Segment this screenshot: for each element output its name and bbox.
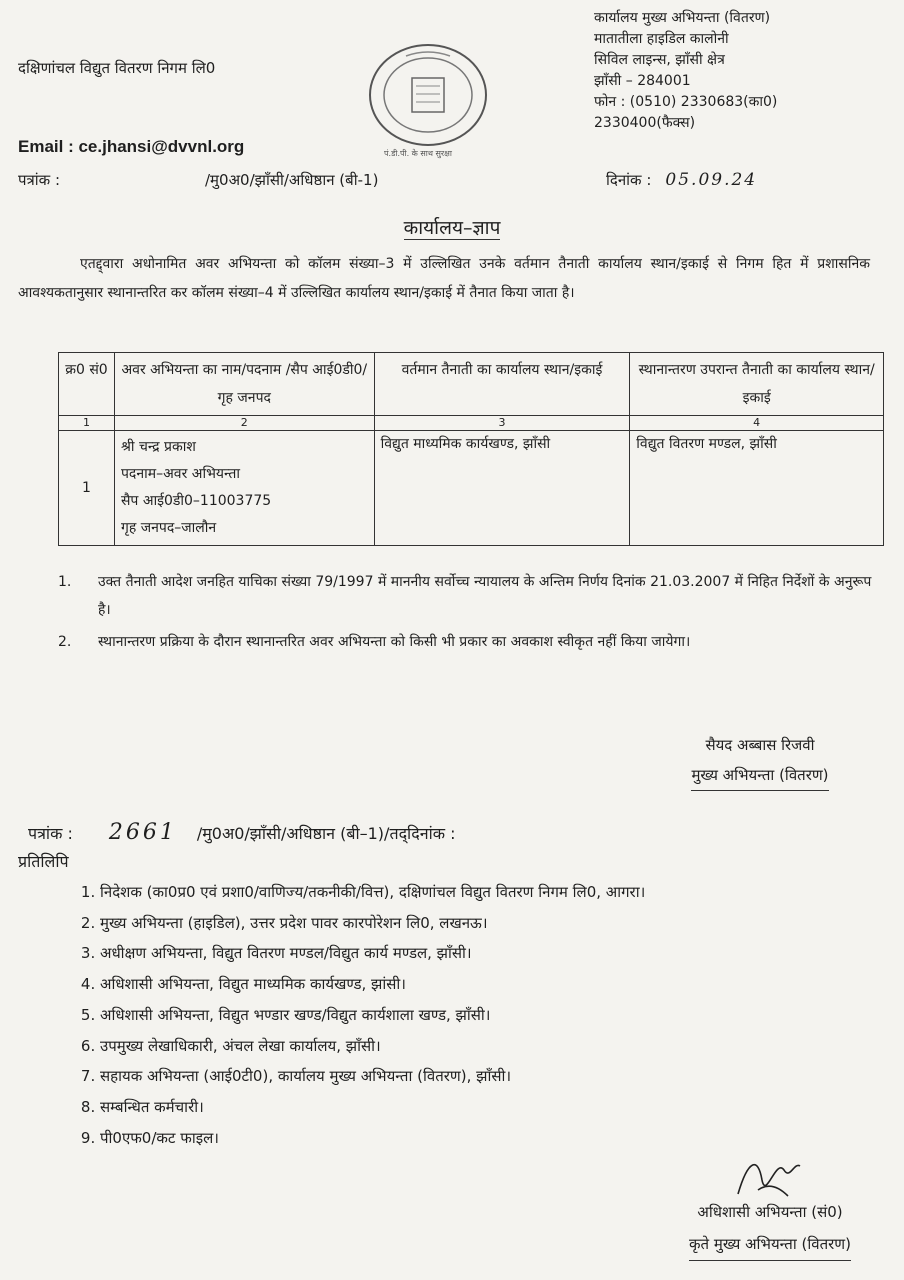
copy-patrank-number: 2661 bbox=[108, 820, 177, 845]
address-line: झाँसी – 284001 bbox=[594, 73, 691, 89]
note-item bbox=[58, 628, 888, 656]
list-item: 1. निदेशक (का0प्र0 एवं प्रशा0/वाणिज्य/तकनीकी/वित्त), दक्षिणांचल विद्युत वितरण निगम लि0, आगरा। bbox=[100, 877, 645, 908]
signatory2-for-line: कृते मुख्य अभियन्ता (वितरण) bbox=[689, 1228, 851, 1261]
intro-paragraph: एतद्द्वारा अधोनामित अवर अभियन्ता को कॉलम संख्या–3 में उल्लिखित उनके वर्तमान तैनाती कार्यालय स्थान/इकाई से निगम हित में प्रशासनिक आवश्यकतानुसार स्थानान्तरित कर कॉलम संख्या–4 में उल्लिखित कार्यालय स्थान/इकाई में तैनात किया जाता है। bbox=[18, 256, 870, 301]
list-item: 9. पी0एफ0/कट फाइल। bbox=[100, 1123, 645, 1154]
note-number: 1. bbox=[58, 574, 72, 590]
email-address: Email : ce.jhansi@dvvnl.org bbox=[18, 137, 245, 156]
copy-patrank-label: पत्रांक : bbox=[28, 824, 73, 843]
row-new-posting: विद्युत वितरण मण्डल, झाँसी bbox=[630, 431, 884, 546]
row-sno: 1 bbox=[59, 431, 115, 546]
date-value: 05.09.24 bbox=[665, 170, 758, 190]
name-line: पदनाम–अवर अभियन्ता bbox=[120, 466, 240, 482]
header-current-posting: वर्तमान तैनाती का कार्यालय स्थान/इकाई bbox=[374, 353, 630, 416]
patrank-label: पत्रांक : bbox=[18, 171, 61, 189]
address-line: कार्यालय मुख्य अभियन्ता (वितरण) bbox=[594, 10, 771, 26]
date-label: दिनांक : bbox=[606, 171, 652, 189]
signatory2-block bbox=[660, 1196, 880, 1261]
company-seal-icon bbox=[366, 42, 490, 148]
address-line: मातातीला हाइडिल कालोनी bbox=[594, 31, 729, 47]
list-item: 5. अधिशासी अभियन्ता, विद्युत भण्डार खण्ड/विद्युत कार्यशाला खण्ड, झाँसी। bbox=[100, 1000, 645, 1031]
document-title bbox=[0, 214, 904, 240]
col-num: 4 bbox=[630, 416, 884, 431]
title-text: कार्यालय–ज्ञाप bbox=[403, 217, 501, 239]
signatory2-designation: अधिशासी अभियन्ता (सं0) bbox=[697, 1203, 843, 1221]
table-row bbox=[59, 431, 884, 546]
header-new-posting: स्थानान्तरण उपरान्त तैनाती का कार्यालय स्थान/इकाई bbox=[630, 353, 884, 416]
list-item: 8. सम्बन्धित कर्मचारी। bbox=[100, 1092, 645, 1123]
copy-list bbox=[60, 877, 645, 1153]
signatory-block bbox=[660, 730, 860, 791]
address-line: सिविल लाइन्स, झाँसी क्षेत्र bbox=[594, 52, 725, 68]
column-number-row bbox=[59, 416, 884, 431]
col-num: 1 bbox=[59, 416, 115, 431]
list-item: 4. अधिशासी अभियन्ता, विद्युत माध्यमिक कार्यखण्ड, झांसी। bbox=[100, 969, 645, 1000]
col-num: 2 bbox=[114, 416, 374, 431]
pratilipi-label: प्रतिलिपि bbox=[18, 852, 69, 871]
date-field bbox=[606, 170, 757, 190]
copy-patrank bbox=[28, 820, 456, 845]
copy-reference-text: /मु0अ0/झाँसी/अधिष्ठान (बी–1)/तद्‌दिनांक : bbox=[196, 824, 456, 843]
list-item: 2. मुख्य अभियन्ता (हाइडिल), उत्तर प्रदेश पावर कारपोरेशन लि0, लखनऊ। bbox=[100, 908, 645, 939]
address-line: फोन : (0510) 2330683(का0) bbox=[594, 94, 778, 110]
name-line: गृह जनपद–जालौन bbox=[120, 520, 217, 536]
reference-text: /मु0अ0/झाँसी/अधिष्ठान (बी-1) bbox=[205, 171, 379, 189]
header-name: अवर अभियन्ता का नाम/पदनाम /सैप आई0डी0/गृह जनपद bbox=[114, 353, 374, 416]
list-item: 6. उपमुख्य लेखाधिकारी, अंचल लेखा कार्यालय, झाँसी। bbox=[100, 1031, 645, 1062]
table-header-row bbox=[59, 353, 884, 416]
signatory-name: सैयद अब्बास रिजवी bbox=[705, 736, 815, 754]
list-item: 7. सहायक अभियन्ता (आई0टी0), कार्यालय मुख्य अभियन्ता (वितरण), झाँसी। bbox=[100, 1061, 645, 1092]
header-sno: क्र0 सं0 bbox=[59, 353, 115, 416]
list-item: 3. अधीक्षण अभियन्ता, विद्युत वितरण मण्डल/विद्युत कार्य मण्डल, झाँसी। bbox=[100, 938, 645, 969]
name-line: सैप आई0डी0–11003775 bbox=[120, 493, 272, 509]
note-text: उक्त तैनाती आदेश जनहित याचिका संख्या 79/1997 में माननीय सर्वोच्च न्यायालय के अन्तिम निर्णय दिनांक 21.03.2007 में निहित निर्देशों के अनुरूप है। bbox=[98, 574, 872, 618]
notes-list bbox=[58, 568, 888, 656]
note-number: 2. bbox=[58, 634, 72, 650]
col-num: 3 bbox=[374, 416, 630, 431]
org-name: दक्षिणांचल विद्युत वितरण निगम लि0 bbox=[18, 59, 216, 77]
row-current-posting: विद्युत माध्यमिक कार्यखण्ड, झाँसी bbox=[374, 431, 630, 546]
office-address bbox=[594, 8, 894, 134]
note-item bbox=[58, 568, 888, 624]
transfer-table bbox=[58, 352, 884, 546]
name-line: श्री चन्द्र प्रकाश bbox=[120, 439, 196, 455]
seal-caption: पं.डी.पी. के साथ सुरक्षा bbox=[384, 149, 452, 158]
signatory-designation: मुख्य अभियन्ता (वितरण) bbox=[691, 760, 828, 791]
note-text: स्थानान्तरण प्रक्रिया के दौरान स्थानान्तरित अवर अभियन्ता को किसी भी प्रकार का अवकाश स्वीकृत नहीं किया जायेगा। bbox=[98, 634, 691, 650]
address-line: 2330400(फैक्स) bbox=[594, 115, 696, 131]
row-name bbox=[114, 431, 374, 546]
